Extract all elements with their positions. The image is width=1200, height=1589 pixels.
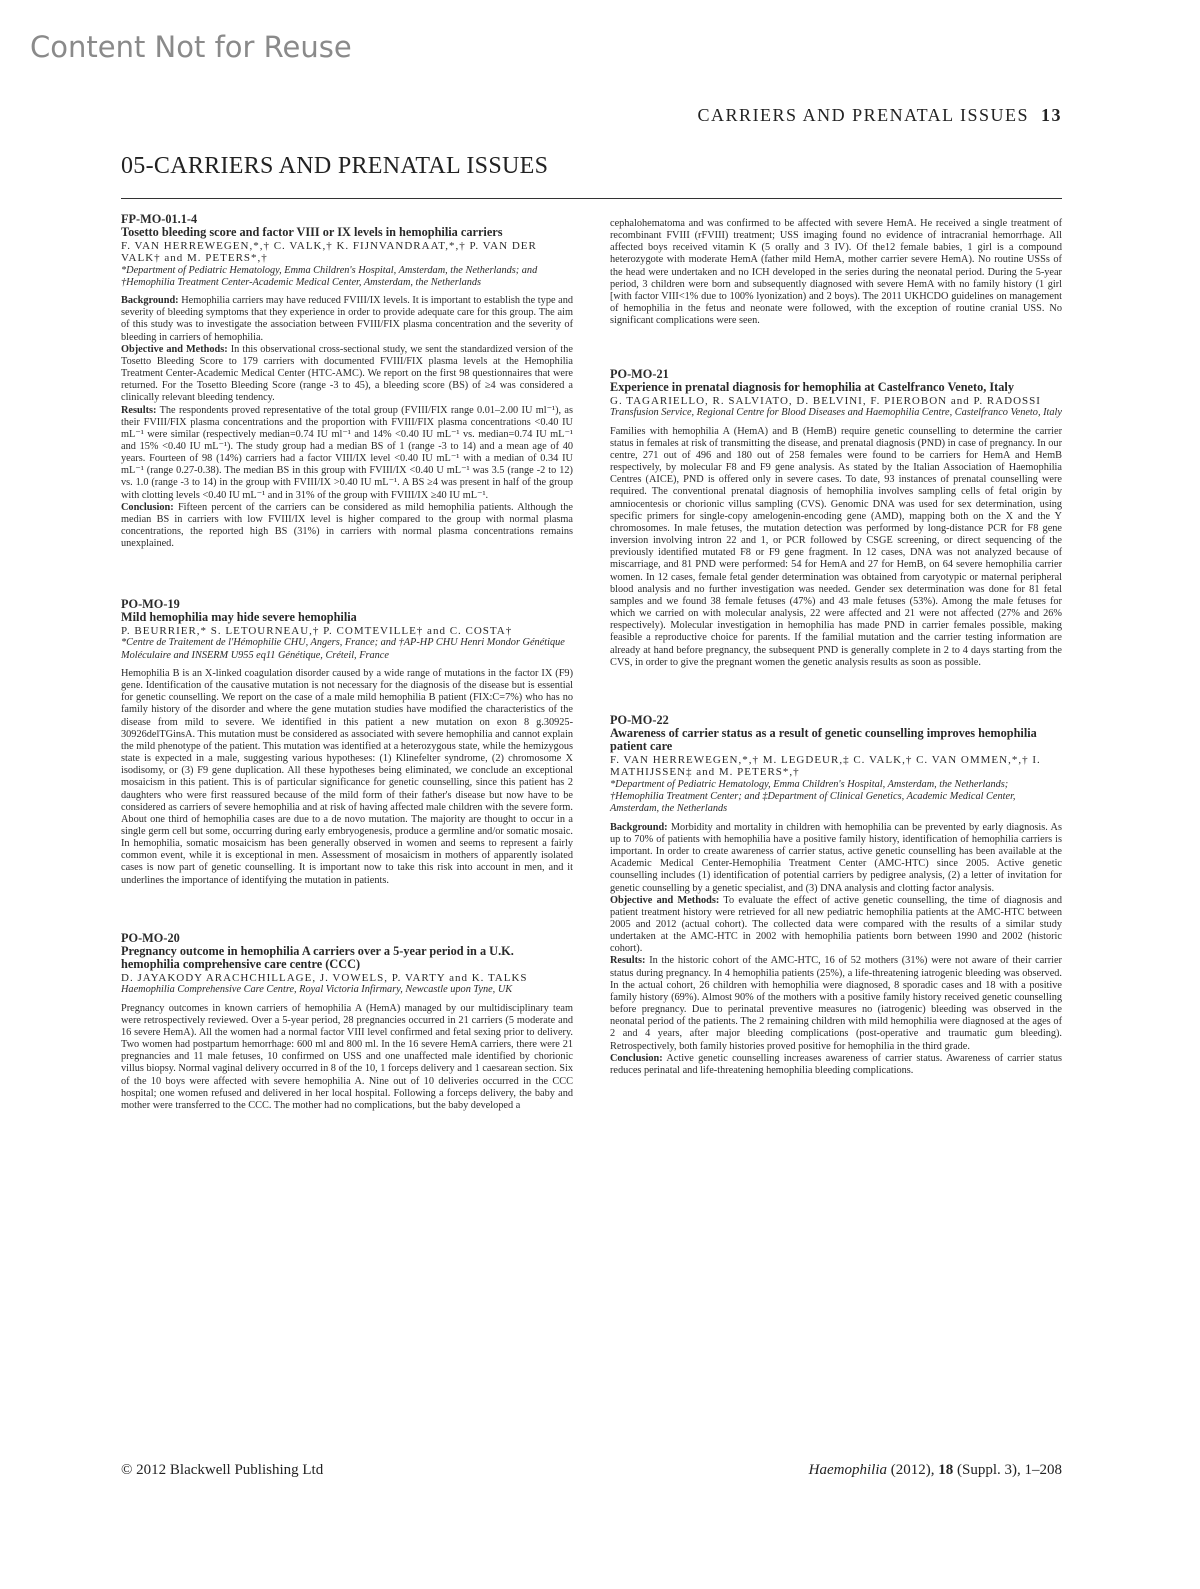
abstract-po-mo-22: [610, 713, 1062, 1077]
journal-year: (2012),: [890, 1462, 935, 1478]
methods-text: To evaluate the effect of active genetic counselling, the time of diagnosis and patient treatment history were retrieved for all new pediatric hemophilia patients at the AMC-HTC between 2005 and 2012 (actual cohort). The collected data were compared with the results of a similar study undertaken at the AMC-HTC in 2002 with hemophilia patients born between 1990 and 2002 (historic cohort).: [610, 894, 1062, 955]
results-text: In the historic cohort of the AMC-HTC, 16 of 52 mothers (31%) were not aware of their carrier status during pregnancy. In 4 hemophilia patients (25%), a life-threatening iatrogenic bleeding was observed. In the actual cohort, 26 children with hemophilia were diagnosed, 8 sporadic cases and 18 with a positive family history (69%). Almost 90% of the mothers with a positive family history received genetic counselling before pregnancy. Due to perinatal preventive measures no (iatrogenic) bleeding was observed in the neonatal period of the patients. The 2 remaining children with mild hemophilia were diagnosed at the ages of 2 and 4 years, after major bleeding complications (post-operative and traumatic gum bleeding). Retrospectively, both family histories proved positive for hemophilia in the third grade.: [610, 955, 1062, 1052]
journal-issue-pages: (Suppl. 3), 1–208: [957, 1462, 1062, 1478]
results-label: Results:: [610, 955, 646, 967]
methods-text: In this observational cross-sectional study, we sent the standardized version of the Tosetto Bleeding Score to 179 carriers with documented FVIII/FIX plasma levels at the Hemophilia Treatment Center-Academic Medical Center (HTC-AMC). We report on the first 98 questionnaires that were returned. For the Tosetto Bleeding Score (range -3 to 45), a bleeding score (BS) of ≥4 was considered a clinically relevant bleeding tendency.: [121, 343, 573, 404]
methods-label: Objective and Methods:: [121, 343, 228, 355]
abstract-po-mo-20: [121, 931, 573, 1112]
abstract-code: PO-MO-21: [610, 367, 669, 382]
running-header: [660, 105, 1062, 126]
abstract-body: Families with hemophilia A (HemA) and B (HemB) require genetic counselling to determine the carrier status in females at risk of transmitting the disease, and prenatal diagnosis (PND) in case of pregnancy. In our centre, 271 out of 496 and 180 out of 258 females were found to be carriers for HemA and HemB respectively, by molecular F8 and F9 gene analysis. As stated by the Italian Association of Haemophilia Centres (AICE), PND is offered only in severe cases. To date, 93 instances of prenatal counselling were required. The conventional prenatal diagnosis of hemophilia involves sampling cells of fetal origin by amniocentesis or chorionic villus sampling (CVS). Genomic DNA was used for sex determination, using specific primers for single-copy amelogenin-encoding gene (AMD), mapping both on the X and the Y chromosomes. In male fetuses, the mutation detection was performed by long-distance PCR for F8 gene inversion involving intron 22 and 1, or PCR followed by CSGE screening, or direct sequencing of the previously identified mutated F8 or F9 gene fragment. In 12 cases, DNA was not analyzed because of miscarriage, and 81 PND were performed: 54 for HemA and 27 for HemB, on 64 severe hemophilia carrier women. In 12 cases, female fetal gender determination was obtained from caryotypic or maternal peripheral blood analysis and no further investigation was needed. Gender sex determination was done for 81 fetal samples and we found 38 female fetuses (47%) and 43 male fetuses (53%). Among the male fetuses for which we carried on with molecular analysis, 22 were affected and 21 were not affected (27% and 26% respectively). Molecular investigation in hemophilia has made PND in carrier females possible, making feasible a reproductive choice for parents. If the familial mutation and the carrier testing information are already at hand before pregnancy, the subsequent PND is generally complete in 2 to 4 days starting from the CVS, in order to give the pregnant women the genetic analysis results as soon as possible.: [610, 425, 1062, 668]
journal-volume: 18: [938, 1462, 954, 1478]
watermark: Content Not for Reuse: [30, 30, 352, 64]
conclusion-text: Active genetic counselling increases awareness of carrier status. Awareness of carrier status reduces perinatal and life-threatening hemophilia bleeding complications.: [610, 1052, 1062, 1076]
abstract-authors: F. VAN HERREWEGEN,*,† M. LEGDEUR,‡ C. VALK,† C. VAN OMMEN,*,† I. MATHIJSSEN‡ and M. PETERS*,†: [610, 753, 1041, 779]
abstract-title: Awareness of carrier status as a result of genetic counselling improves hemophilia patient care: [610, 725, 1037, 754]
abstract-po-mo-21: [610, 367, 1062, 668]
abstract-code: PO-MO-19: [121, 597, 180, 612]
abstract-title: Pregnancy outcome in hemophilia A carriers over a 5-year period in a U.K. hemophilia comprehensive care centre (CCC): [121, 943, 514, 972]
abstract-affiliation: *Department of Pediatric Hematology, Emma Children's Hospital, Amsterdam, the Netherlands; and †Hemophilia Treatment Center-Academic Medical Center, Amsterdam, the Netherlands: [121, 264, 538, 288]
abstract-body: Pregnancy outcomes in known carriers of hemophilia A (HemA) managed by our multidisciplinary team were retrospectively reviewed. Over a 5-year period, 28 pregnancies occurred in 21 carriers (5 moderate and 16 severe HemA). All the women had a normal factor VIII level confirmed and fetal sexing prior to delivery. Two women had postpartum hemorrhage: 600 ml and 800 ml. In the 16 severe HemA carriers, there were 21 pregnancies and 11 male fetuses, 10 confirmed on USS and one unaffected male identified by chorionic villus biopsy. Normal vaginal delivery occurred in 8 of the 10, 1 forceps delivery and 1 caesarean section. Six of the 10 boys were affected with severe hemophilia A. Nine out of 10 deliveries occurred in the CCC hospital; one women refused and delivered in her local hospital. Following a forceps delivery, the baby and mother were transferred to the CCC. The mother had no complications, but the baby developed a: [121, 1002, 573, 1111]
background-paragraph: [121, 295, 573, 344]
background-label: Background:: [121, 295, 179, 307]
methods-paragraph: [121, 344, 573, 405]
methods-paragraph: [610, 895, 1062, 956]
page-number: 13: [1041, 105, 1062, 125]
running-title: CARRIERS AND PRENATAL ISSUES: [697, 105, 1029, 125]
conclusion-text: Fifteen percent of the carriers can be considered as mild hemophilia patients. Although the median BS in carriers with low FVIII/IX level is higher compared to the group with normal plasma concentrations, the reported high BS (31%) in carriers with normal plasma concentrations remains unexplained.: [121, 501, 574, 550]
results-paragraph: [610, 955, 1062, 1052]
background-label: Background:: [610, 821, 668, 833]
abstract-code: PO-MO-22: [610, 712, 669, 727]
background-text: Hemophilia carriers may have reduced FVIII/IX levels. It is important to establish the type and severity of bleeding symptoms that they experience in order to provide adequate care for this group. The aim of this study was to investigate the association between FVIII/FIX plasma concentration and the severity of bleeding in carriers of hemophilia.: [121, 295, 574, 343]
abstract-title: Mild hemophilia may hide severe hemophilia: [121, 610, 357, 625]
conclusion-paragraph: [121, 502, 573, 551]
abstract-body-continued: cephalohematoma and was confirmed to be affected with severe HemA. He received a single treatment of recombinant FVIII (rFVIII) treatment; USS imaging found no evidence of intracranial hemorrhage. All affected boys received vitamin K (5 orally and 3 IV). Of the12 female babies, 1 girl is a compound heterozygote with moderate HemA (father mild HemA, mother carrier severe HemA). No routine USSs of the head were undertaken and no ICH developed in the series during the neonatal period. During the 5-year period, 3 children were born and subsequently diagnosed with severe HemA with no family history (1 girl [with factor VIII<1% due to 100% lyonization) and 2 boys). The 2011 UKHCDO guidelines on management of hemophilia in the fetus and neonate were followed, with the exception of routine cranial USS. No significant complications were seen.: [610, 218, 1062, 327]
methods-label: Objective and Methods:: [610, 894, 720, 906]
abstract-title: Experience in prenatal diagnosis for hemophilia at Castelfranco Veneto, Italy: [610, 380, 1014, 395]
results-paragraph: [121, 405, 573, 502]
conclusion-label: Conclusion:: [610, 1052, 663, 1064]
journal-name: Haemophilia: [808, 1462, 887, 1478]
left-column: [121, 212, 573, 1112]
results-text: The respondents proved representative of the total group (FVIII/FIX range 0.01–2.00 IU ml⁻¹), as their FVIII/FIX plasma concentrations and the proportion with FVIII/FIX plasma concentrations <0.40 IU mL⁻¹ were similar (respectively median=0.74 IU ml⁻¹ and 14% <0.40 IU mL⁻¹ vs. median=0.74 IU mL⁻¹ and 15% <0.40 IU mL⁻¹). The study group had a median BS of 1 (range -3 to 14) and a mean age of 40 years. Fourteen of 98 (14%) carriers had a factor VIII/IX level <0.40 IU mL⁻¹ with a median of 0.34 IU mL⁻¹ (range 0.27-0.38). The median BS in this group with FVIII/IX <0.40 U mL⁻¹ was 3.5 (range -2 to 12) vs. 1.0 (range -3 to 14) in the group with FVIII/IX >0.40 IU mL⁻¹. A BS ≥4 was present in half of the group with clotting levels <0.40 IU mL⁻¹ and in 31% of the group with FVIII/IX ≥40 IU mL⁻¹.: [121, 404, 574, 501]
results-label: Results:: [121, 404, 157, 416]
footer-copyright: © 2012 Blackwell Publishing Ltd: [121, 1462, 324, 1478]
abstract-body: Hemophilia B is an X-linked coagulation disorder caused by a wide range of mutations in the factor IX (F9) gene. Identification of the causative mutation is not necessary for the diagnosis of the disease but is essential for genetic counselling. We report on the case of a male mild hemophilia B patient (FIX:C=7%) who has no family history of the disorder and where the gene mutation studies have modified the characteristics of the disease from mild to severe. We identified in this patient a new mutation on exon 8 g.30925-30926delTGinsA. This mutation must be considered as associated with severe hemophilia and cannot explain the mild phenotype of the patient. This mutation was identified at a heterozygous state, while the hemizygous state is expected in a male, suggesting various hypotheses: (1) Klinefelter syndrome, (2) chromosome X isodisomy, or (3) F9 gene duplication. All these hypotheses being eliminated, we conclude an exceptional mosaicism in this patient. This is of particular significance for genetic counselling, since this patient has 2 daughters who were first reassured because of the mild form of their father's disease but now have to be considered as carriers of severe hemophilia and at risk of having affected male children with the severe form. About one third of hemophilia cases are due to a de novo mutation. The majority are thought to occur in a single germ cell but some, occurring during early embryogenesis, produce a germline and/or somatic mosaic. In hemophilia, somatic mosaicism has been generally observed in women and seems to represent a fairly common event, while it is exceptional in men. Assessment of mosaicism in mothers of apparently isolated cases is now part of genetic counselling. It is important now to take this risk into account in men, and it underlines the importance of identifying the mutation in patients.: [121, 667, 573, 886]
abstract-title: Tosetto bleeding score and factor VIII or IX levels in hemophilia carriers: [121, 225, 503, 239]
right-column: [610, 218, 1062, 1077]
background-paragraph: [610, 822, 1062, 895]
abstract-authors: G. TAGARIELLO, R. SALVIATO, D. BELVINI, F. PIEROBON and P. RADOSSI: [610, 394, 1041, 407]
footer-citation: [700, 1462, 1062, 1479]
abstract-affiliation: Haemophilia Comprehensive Care Centre, Royal Victoria Infirmary, Newcastle upon Tyne, UK: [121, 984, 513, 996]
abstract-fp-mo-01: [121, 212, 573, 550]
abstract-po-mo-19: [121, 597, 573, 886]
section-rule: [121, 198, 1062, 199]
conclusion-label: Conclusion:: [121, 501, 174, 513]
abstract-authors: F. VAN HERREWEGEN,*,† C. VALK,† K. FIJNVANDRAAT,*,† P. VAN DER VALK† and M. PETERS*,†: [121, 239, 537, 264]
abstract-affiliation: *Department of Pediatric Hematology, Emma Children's Hospital, Amsterdam, the Netherlands; †Hemophilia Treatment Center; and ‡Department of Clinical Genetics, Academic Medical Center, Amsterdam, the Netherlands: [610, 778, 1016, 815]
background-text: Morbidity and mortality in children with hemophilia can be prevented by early diagnosis. As up to 70% of patients with hemophilia have a positive family history, identification of hemophilia carriers is important. In order to create awareness of carrier status, active genetic counselling has been available at the Academic Medical Center-Hemophilia Treatment Center (AMC-HTC) since 2005. Active genetic counselling includes (1) identification of potential carriers by pedigree analysis, (2) a letter of invitation for genetic counselling by a genetic specialist, and (3) DNA analysis and clotting factor analysis.: [610, 821, 1063, 894]
abstract-authors: D. JAYAKODY ARACHCHILLAGE, J. VOWELS, P. VARTY and K. TALKS: [121, 971, 528, 984]
abstract-affiliation: Transfusion Service, Regional Centre for Blood Diseases and Haemophilia Centre, Castelfranco Veneto, Italy: [610, 407, 1062, 419]
abstract-code: FP-MO-01.1-4: [121, 212, 198, 226]
abstract-code: PO-MO-20: [121, 930, 180, 945]
abstract-authors: P. BEURRIER,* S. LETOURNEAU,† P. COMTEVILLE† and C. COSTA†: [121, 624, 513, 637]
abstract-po-mo-20-continued: [610, 218, 1062, 327]
conclusion-paragraph: [610, 1053, 1062, 1077]
section-title: 05-CARRIERS AND PRENATAL ISSUES: [121, 153, 549, 179]
abstract-affiliation: *Centre de Traitement de l'Hémophilie CHU, Angers, France; and †AP-HP CHU Henri Mondor Génétique Moléculaire and INSERM U955 eq11 Génétique, Créteil, France: [121, 637, 565, 661]
